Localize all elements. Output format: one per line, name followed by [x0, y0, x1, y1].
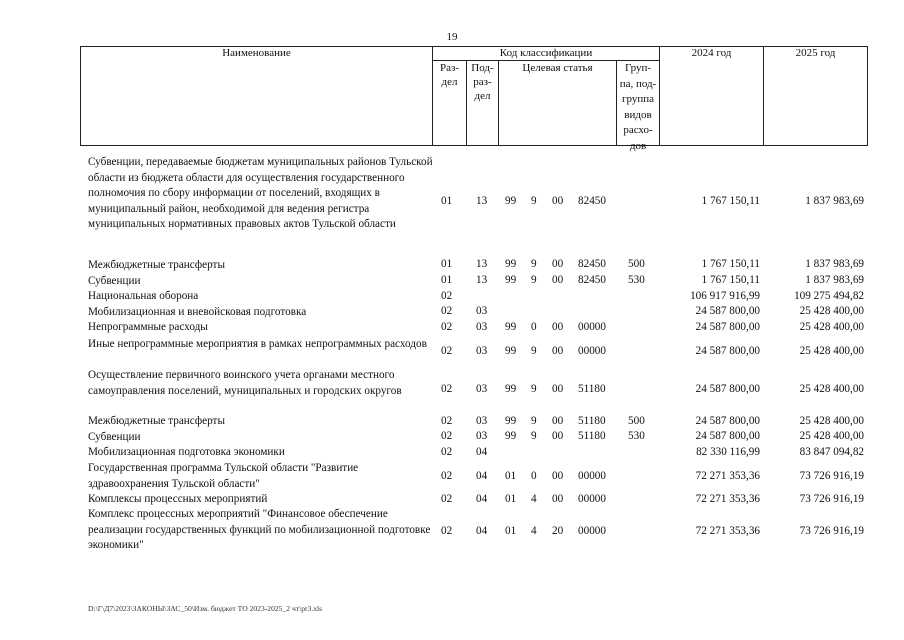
cell-podrazdel: 03 — [476, 345, 488, 357]
cell-code: 00000 — [578, 345, 606, 357]
row-name: Субвенции — [88, 431, 141, 443]
cell-code: 00000 — [578, 470, 606, 482]
cell-razdel: 02 — [441, 470, 453, 482]
cell-amount-2025: 1 837 983,69 — [805, 258, 864, 270]
cell-code: 51180 — [578, 383, 606, 395]
row-name: Национальная оборона — [88, 290, 199, 302]
cell-amount-2024: 24 587 800,00 — [695, 415, 760, 427]
cell-razdel: 01 — [441, 258, 453, 270]
cell-expense-type: 500 — [628, 258, 645, 270]
cell-razdel: 02 — [441, 493, 453, 505]
row-name: Осуществление первичного воинского учета органами местного самоуправления поселений, муниципальных и городских округов — [88, 369, 402, 397]
cell-program: 99 — [505, 274, 517, 286]
cell-podrazdel: 03 — [476, 430, 488, 442]
header-razdel: Раз- дел — [439, 62, 459, 88]
cell-subprogram: 9 — [531, 345, 537, 357]
cell-amount-2025: 73 726 916,19 — [799, 470, 864, 482]
header-target-article: Целевая статья — [522, 62, 593, 74]
footer-file-path: D:\Г\Д7\2023\ЗАКОНЫ\ЗАС_50\Изм. бюджет ТО 2023-2025_2 чт\pr3.xls — [88, 604, 323, 613]
header-podrazdel: Под- раз- дел — [471, 62, 494, 102]
cell-amount-2025: 73 726 916,19 — [799, 493, 864, 505]
cell-amount-2024: 1 767 150,11 — [701, 258, 760, 270]
cell-podrazdel: 03 — [476, 383, 488, 395]
header-year-2024: 2024 год — [691, 47, 732, 59]
cell-amount-2025: 25 428 400,00 — [799, 430, 864, 442]
cell-razdel: 02 — [441, 430, 453, 442]
cell-razdel: 02 — [441, 305, 453, 317]
cell-code: 00000 — [578, 493, 606, 505]
cell-subprogram: 0 — [531, 321, 537, 333]
cell-podrazdel: 13 — [476, 258, 488, 270]
cell-amount-2025: 25 428 400,00 — [799, 345, 864, 357]
cell-code: 00000 — [578, 321, 606, 333]
cell-subprogram: 9 — [531, 383, 537, 395]
cell-direction: 20 — [552, 525, 564, 537]
cell-program: 99 — [505, 258, 517, 270]
cell-podrazdel: 03 — [476, 305, 488, 317]
cell-code: 51180 — [578, 430, 606, 442]
cell-amount-2025: 1 837 983,69 — [805, 195, 864, 207]
cell-podrazdel: 04 — [476, 446, 488, 458]
row-name: Комплекс процессных мероприятий "Финансовое обеспечение реализации государственных функций по мобилизационной подготовке экономики" — [88, 508, 431, 551]
cell-podrazdel: 03 — [476, 321, 488, 333]
cell-amount-2025: 25 428 400,00 — [799, 383, 864, 395]
cell-amount-2024: 24 587 800,00 — [695, 383, 760, 395]
cell-program: 99 — [505, 345, 517, 357]
cell-code: 51180 — [578, 415, 606, 427]
cell-subprogram: 4 — [531, 525, 537, 537]
cell-razdel: 02 — [441, 446, 453, 458]
cell-amount-2024: 106 917 916,99 — [690, 290, 760, 302]
row-name: Государственная программа Тульской области "Развитие здравоохранения Тульской области" — [88, 462, 359, 490]
cell-amount-2024: 24 587 800,00 — [695, 345, 760, 357]
cell-podrazdel: 04 — [476, 493, 488, 505]
cell-direction: 00 — [552, 321, 564, 333]
cell-razdel: 02 — [441, 415, 453, 427]
cell-amount-2024: 24 587 800,00 — [695, 430, 760, 442]
cell-subprogram: 9 — [531, 415, 537, 427]
cell-direction: 00 — [552, 493, 564, 505]
cell-amount-2025: 73 726 916,19 — [799, 525, 864, 537]
cell-program: 99 — [505, 383, 517, 395]
cell-amount-2025: 25 428 400,00 — [799, 415, 864, 427]
row-name: Мобилизационная и вневойсковая подготовка — [88, 306, 307, 318]
cell-direction: 00 — [552, 430, 564, 442]
cell-amount-2024: 1 767 150,11 — [701, 274, 760, 286]
cell-program: 99 — [505, 430, 517, 442]
cell-subprogram: 4 — [531, 493, 537, 505]
cell-subprogram: 0 — [531, 470, 537, 482]
cell-program: 01 — [505, 493, 517, 505]
cell-direction: 00 — [552, 258, 564, 270]
cell-amount-2025: 83 847 094,82 — [799, 446, 864, 458]
header-code-group: Код классификации — [499, 47, 593, 59]
cell-program: 99 — [505, 195, 517, 207]
cell-podrazdel: 13 — [476, 195, 488, 207]
cell-subprogram: 9 — [531, 274, 537, 286]
cell-direction: 00 — [552, 195, 564, 207]
header-expense-group: Груп- па, под- группа видов расхо- дов — [619, 62, 657, 152]
row-name: Мобилизационная подготовка экономики — [88, 446, 285, 458]
cell-direction: 00 — [552, 470, 564, 482]
cell-podrazdel: 13 — [476, 274, 488, 286]
cell-amount-2025: 109 275 494,82 — [794, 290, 864, 302]
row-name: Непрограммные расходы — [88, 321, 208, 333]
cell-amount-2025: 25 428 400,00 — [799, 305, 864, 317]
cell-expense-type: 530 — [628, 274, 645, 286]
cell-razdel: 02 — [441, 525, 453, 537]
cell-razdel: 01 — [441, 274, 453, 286]
cell-direction: 00 — [552, 415, 564, 427]
cell-code: 82450 — [578, 195, 606, 207]
cell-razdel: 02 — [441, 290, 453, 302]
page-number: 19 — [446, 31, 458, 43]
row-name: Субвенции, передаваемые бюджетам муниципальных районов Тульской области из бюджета области для осуществления государственного полномочия по сбору информации от поселений, входящих в муниципальный район, необходимой для ведения регистра муниципальных нормативных правовых актов Тульской области — [88, 156, 433, 230]
cell-subprogram: 9 — [531, 430, 537, 442]
row-name: Иные непрограммные мероприятия в рамках непрограммных расходов — [88, 338, 427, 350]
row-name: Комплексы процессных мероприятий — [88, 493, 268, 505]
cell-expense-type: 500 — [628, 415, 645, 427]
cell-amount-2025: 1 837 983,69 — [805, 274, 864, 286]
cell-razdel: 02 — [441, 345, 453, 357]
cell-podrazdel: 03 — [476, 415, 488, 427]
cell-razdel: 02 — [441, 321, 453, 333]
cell-program: 01 — [505, 470, 517, 482]
cell-program: 99 — [505, 321, 517, 333]
cell-amount-2024: 24 587 800,00 — [695, 305, 760, 317]
cell-subprogram: 9 — [531, 258, 537, 270]
cell-program: 99 — [505, 415, 517, 427]
cell-amount-2024: 72 271 353,36 — [695, 493, 760, 505]
cell-razdel: 02 — [441, 383, 453, 395]
cell-amount-2024: 82 330 116,99 — [696, 446, 760, 458]
cell-podrazdel: 04 — [476, 525, 488, 537]
row-name: Межбюджетные трансферты — [88, 259, 225, 271]
cell-amount-2025: 25 428 400,00 — [799, 321, 864, 333]
cell-amount-2024: 1 767 150,11 — [701, 195, 760, 207]
cell-amount-2024: 72 271 353,36 — [695, 470, 760, 482]
cell-razdel: 01 — [441, 195, 453, 207]
cell-subprogram: 9 — [531, 195, 537, 207]
row-name: Межбюджетные трансферты — [88, 415, 225, 427]
cell-podrazdel: 04 — [476, 470, 488, 482]
cell-direction: 00 — [552, 345, 564, 357]
cell-expense-type: 530 — [628, 430, 645, 442]
cell-direction: 00 — [552, 383, 564, 395]
cell-code: 00000 — [578, 525, 606, 537]
cell-program: 01 — [505, 525, 517, 537]
cell-code: 82450 — [578, 258, 606, 270]
row-name: Субвенции — [88, 275, 141, 287]
cell-direction: 00 — [552, 274, 564, 286]
cell-amount-2024: 24 587 800,00 — [695, 321, 760, 333]
cell-code: 82450 — [578, 274, 606, 286]
cell-amount-2024: 72 271 353,36 — [695, 525, 760, 537]
header-name: Наименование — [222, 47, 291, 59]
header-year-2025: 2025 год — [795, 47, 836, 59]
